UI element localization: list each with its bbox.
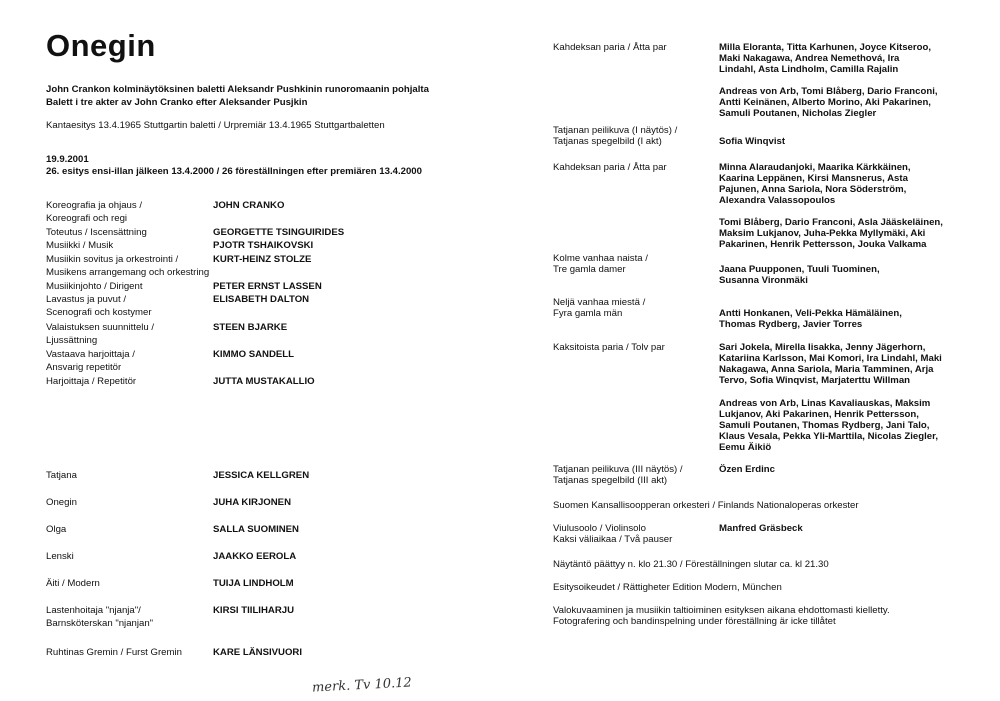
mirror-name: Sofia Winqvist (719, 136, 786, 147)
group-names: Andreas von Arb, Linas Kavaliauskas, Maksim Lukjanov, Aki Pakarinen, Henrik Pettersson, Samuli Poutanen, Thomas Rydberg, Jani Talo, Klaus Vesala, Pekka Yli-Marttila, Nicolas Ziegler, Eemu Äikiö (719, 398, 938, 453)
cast-name: KARE LÄNSIVUORI (213, 647, 303, 658)
credit-role: Harjoittaja / Repetitör (46, 376, 137, 387)
cast-name: KIRSI TIILIHARJU (213, 605, 295, 616)
credit-role: Koreografia ja ohjaus / Koreografi och regi (46, 200, 142, 224)
cast-name: JAAKKO EEROLA (213, 551, 297, 562)
cast-role: Onegin (46, 497, 77, 508)
credit-role: Toteutus / Iscensättning (46, 227, 147, 238)
credit-role: Lavastus ja puvut / Scenografi och kostymer (46, 294, 152, 318)
credit-role: Musiikki / Musik (46, 240, 114, 251)
performance-number: 26. esitys ensi-illan jälkeen 13.4.2000 / 26 föreställningen efter premiären 13.4.2000 (46, 166, 422, 177)
credit-role: Musiikinjohto / Dirigent (46, 281, 143, 292)
credit-role: Vastaava harjoittaja / Ansvarig repetitör (46, 349, 135, 373)
group-role: Kahdeksan paria / Åtta par (553, 42, 667, 53)
cast-role: Olga (46, 524, 67, 535)
credit-name: JUTTA MUSTAKALLIO (213, 376, 315, 387)
notice-text: Valokuvaaminen ja musiikin taltioiminen esityksen aikana ehdottomasti kielletty. Fotografering och bandinspelning under föreställning är icke tillåtet (553, 605, 890, 627)
subtitle-fi: John Crankon kolminäytöksinen baletti Aleksandr Pushkinin runoromaanin pohjalta (46, 84, 429, 95)
cast-name: TUIJA LINDHOLM (213, 578, 294, 589)
credit-role: Valaistuksen suunnittelu / Ljussättning (46, 322, 155, 346)
credit-name: STEEN BJARKE (213, 322, 288, 333)
cast-role: Äiti / Modern (46, 578, 100, 589)
cast-role: Lenski (46, 551, 74, 562)
mirror-role: Tatjanan peilikuva (III näytös) / Tatjanas spegelbild (III akt) (553, 464, 683, 486)
rights-line: Esitysoikeudet / Rättigheter Edition Modern, München (553, 582, 782, 593)
handwritten-note: merk. Tv 10.12 (311, 675, 413, 696)
group-names: Tomi Blåberg, Dario Franconi, Asla Jääskeläinen, Maksim Lukjanov, Juha-Pekka Myllymäki, Aki Pakarinen, Henrik Pettersson, Jouka Valkama (719, 217, 943, 250)
premiere-line: Kantaesitys 13.4.1965 Stuttgartin baletti / Urpremiär 13.4.1965 Stuttgartbaletten (46, 120, 385, 131)
credit-name: PJOTR TSHAIKOVSKI (213, 240, 314, 251)
cast-name: JESSICA KELLGREN (213, 470, 310, 481)
credit-name: PETER ERNST LASSEN (213, 281, 322, 292)
cast-role: Ruhtinas Gremin / Furst Gremin (46, 647, 182, 658)
violin-name: Manfred Gräsbeck (719, 523, 803, 534)
credit-name: GEORGETTE TSINGUIRIDES (213, 227, 345, 238)
mirror-name: Özen Erdinc (719, 464, 775, 475)
group-names: Antti Honkanen, Veli-Pekka Hämäläinen, Thomas Rydberg, Javier Torres (719, 308, 902, 330)
cast-role: Lastenhoitaja "njanja"/ Barnsköterskan "njanjan" (46, 605, 154, 629)
group-names: Jaana Puupponen, Tuuli Tuominen, Susanna Vironmäki (719, 264, 880, 286)
page-title: Onegin (46, 28, 156, 63)
performance-date: 19.9.2001 (46, 154, 89, 165)
mirror-role: Tatjanan peilikuva (I näytös) / Tatjanas spegelbild (I akt) (553, 125, 678, 147)
cast-role: Tatjana (46, 470, 77, 481)
credit-name: KURT-HEINZ STOLZE (213, 254, 312, 265)
credit-role: Musiikin sovitus ja orkestrointi / Musikens arrangemang och orkestring (46, 254, 210, 278)
credit-name: KIMMO SANDELL (213, 349, 295, 360)
group-role: Kolme vanhaa naista / Tre gamla damer (553, 253, 648, 275)
group-names: Minna Alaraudanjoki, Maarika Kärkkäinen, Kaarina Leppänen, Kirsi Mansnerus, Asta Pajunen, Anna Sariola, Nora Söderström, Alexandra Valassopoulos (719, 162, 911, 206)
group-role: Kahdeksan paria / Åtta par (553, 162, 667, 173)
group-names: Andreas von Arb, Tomi Blåberg, Dario Franconi, Antti Keinänen, Alberto Morino, Aki Pakarinen, Samuli Poutanen, Nicholas Ziegler (719, 86, 938, 119)
subtitle-sv: Balett i tre akter av John Cranko efter Aleksander Pusjkin (46, 97, 308, 108)
cast-name: SALLA SUOMINEN (213, 524, 299, 535)
group-names: Milla Eloranta, Titta Karhunen, Joyce Kitseroo, Maki Nakagawa, Andrea Nemethová, Ira Lindahl, Asta Lindholm, Camilla Rajalin (719, 42, 931, 75)
group-names: Sari Jokela, Mirella Iisakka, Jenny Jägerhorn, Katariina Karlsson, Mai Komori, Ira Lindahl, Maki Nakagawa, Anna Sariola, Maria Tamminen, Arja Tervo, Sofia Winqvist, Marjaterttu Willman (719, 342, 942, 386)
violin-role: Viulusoolo / Violinsolo Kaksi väliaikaa / Två pauser (553, 523, 673, 545)
group-role: Neljä vanhaa miestä / Fyra gamla män (553, 297, 646, 319)
cast-name: JUHA KIRJONEN (213, 497, 292, 508)
end-time-line: Näytäntö päättyy n. klo 21.30 / Föreställningen slutar ca. kl 21.30 (553, 559, 829, 570)
group-role: Kaksitoista paria / Tolv par (553, 342, 665, 353)
credit-name: JOHN CRANKO (213, 200, 285, 211)
orchestra-line: Suomen Kansallisoopperan orkesteri / Finlands Nationaloperas orkester (553, 500, 859, 511)
credit-name: ELISABETH DALTON (213, 294, 310, 305)
